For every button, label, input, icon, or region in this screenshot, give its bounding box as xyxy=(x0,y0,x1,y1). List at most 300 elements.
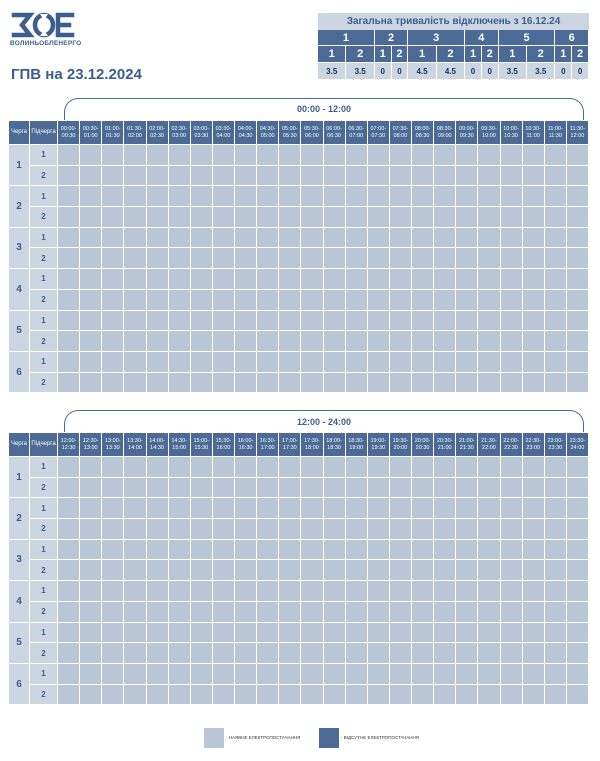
schedule-cell xyxy=(456,684,478,705)
time-slot-end: 21:30 xyxy=(459,444,474,451)
schedule-cell xyxy=(345,622,367,643)
schedule-row xyxy=(9,207,589,228)
schedule-cell xyxy=(478,601,500,622)
schedule-cell xyxy=(146,145,168,166)
schedule-cell xyxy=(58,372,80,393)
schedule-cell xyxy=(522,165,544,186)
schedule-cell xyxy=(168,289,190,310)
schedule-cell xyxy=(434,269,456,290)
schedule-cell xyxy=(544,498,566,519)
schedule-cell xyxy=(257,581,279,602)
schedule-cell xyxy=(412,663,434,684)
schedule-row xyxy=(9,269,589,290)
schedule-cell xyxy=(168,145,190,166)
schedule-cell xyxy=(500,643,522,664)
schedule-cell xyxy=(80,186,102,207)
schedule-cell xyxy=(168,643,190,664)
schedule-cell xyxy=(257,186,279,207)
schedule-cell xyxy=(190,560,212,581)
time-slot-end: 10:30 xyxy=(504,132,518,139)
schedule-cell xyxy=(279,145,301,166)
schedule-cell xyxy=(235,331,257,352)
schedule-cell xyxy=(190,519,212,540)
schedule-cell xyxy=(544,477,566,498)
schedule-cell xyxy=(412,310,434,331)
schedule-cell xyxy=(124,248,146,269)
time-slot-end: 00:30 xyxy=(61,132,76,139)
time-slot-header xyxy=(80,121,102,145)
schedule-cell xyxy=(301,186,323,207)
time-slot-end: 23:00 xyxy=(526,444,541,451)
schedule-cell xyxy=(500,519,522,540)
schedule-cell xyxy=(367,310,389,331)
time-slot-header xyxy=(58,121,80,145)
schedule-cell xyxy=(124,351,146,372)
subqueue-label: 2 xyxy=(30,519,58,540)
schedule-cell xyxy=(80,269,102,290)
logo-company-name: ВОЛИНЬОБЛЕНЕРГО xyxy=(10,40,82,47)
summary-duration-value: 4.5 xyxy=(408,63,436,80)
schedule-cell xyxy=(434,248,456,269)
schedule-cell xyxy=(301,372,323,393)
schedule-row xyxy=(9,227,589,248)
schedule-cell xyxy=(168,165,190,186)
schedule-cell xyxy=(412,539,434,560)
schedule-row xyxy=(9,643,589,664)
schedule-cell xyxy=(102,289,124,310)
schedule-row xyxy=(9,248,589,269)
time-slot-header xyxy=(146,121,168,145)
schedule-cell xyxy=(80,622,102,643)
schedule-cell xyxy=(124,622,146,643)
schedule-cell xyxy=(301,248,323,269)
time-slot-end: 10:00 xyxy=(482,132,496,139)
schedule-cell xyxy=(146,684,168,705)
time-slot-end: 13:00 xyxy=(83,444,98,451)
schedule-cell xyxy=(544,560,566,581)
time-slot-start: 00:00- xyxy=(60,125,77,132)
schedule-cell xyxy=(500,477,522,498)
time-slot-header xyxy=(257,433,279,457)
schedule-cell xyxy=(456,477,478,498)
schedule-cell xyxy=(544,248,566,269)
queue-label: 2 xyxy=(9,498,30,539)
schedule-cell xyxy=(301,207,323,228)
schedule-cell xyxy=(190,601,212,622)
time-slot-header xyxy=(190,433,212,457)
schedule-cell xyxy=(301,560,323,581)
schedule-cell xyxy=(500,581,522,602)
subqueue-label: 2 xyxy=(30,477,58,498)
schedule-cell xyxy=(212,289,234,310)
time-slot-end: 20:00 xyxy=(393,444,408,451)
time-slot-start: 21:00- xyxy=(459,437,475,444)
schedule-cell xyxy=(500,289,522,310)
time-slot-header xyxy=(102,433,124,457)
schedule-cell xyxy=(235,560,257,581)
time-slot-header xyxy=(279,433,301,457)
schedule-cell xyxy=(102,372,124,393)
schedule-cell xyxy=(279,310,301,331)
schedule-cell xyxy=(168,663,190,684)
schedule-cell xyxy=(212,351,234,372)
schedule-row xyxy=(9,310,589,331)
schedule-cell xyxy=(456,227,478,248)
schedule-cell xyxy=(389,372,411,393)
schedule-cell xyxy=(124,643,146,664)
schedule-cell xyxy=(522,684,544,705)
schedule-cell xyxy=(102,310,124,331)
schedule-cell xyxy=(412,601,434,622)
schedule-cell xyxy=(124,539,146,560)
legend-label-available: - НАЯВНЕ ЕЛЕКТРОПОСТАЧАННЯ xyxy=(226,735,301,740)
schedule-cell xyxy=(345,310,367,331)
time-slot-start: 16:00- xyxy=(237,437,254,444)
time-slot-end: 17:30 xyxy=(282,444,297,451)
schedule-cell xyxy=(190,207,212,228)
schedule-cell xyxy=(58,581,80,602)
summary-subqueue-header: 2 xyxy=(482,46,499,63)
schedule-cell xyxy=(544,684,566,705)
schedule-cell xyxy=(389,269,411,290)
schedule-cell xyxy=(80,560,102,581)
schedule-cell xyxy=(367,351,389,372)
schedule-cell xyxy=(235,351,257,372)
schedule-cell xyxy=(168,622,190,643)
schedule-cell xyxy=(522,269,544,290)
schedule-cell xyxy=(456,539,478,560)
time-slot-header xyxy=(389,121,411,145)
schedule-cell xyxy=(146,622,168,643)
subqueue-label: 1 xyxy=(30,145,58,166)
summary-duration-value: 0 xyxy=(572,63,589,80)
schedule-cell xyxy=(102,207,124,228)
schedule-cell xyxy=(80,351,102,372)
time-slot-header xyxy=(323,121,345,145)
schedule-cell xyxy=(544,581,566,602)
time-slot-end: 04:00 xyxy=(216,132,231,139)
summary-duration-value: 0 xyxy=(465,63,482,80)
schedule-cell xyxy=(235,207,257,228)
schedule-cell xyxy=(279,186,301,207)
schedule-cell xyxy=(478,581,500,602)
schedule-cell xyxy=(168,207,190,228)
schedule-cell xyxy=(102,248,124,269)
schedule-cell xyxy=(190,457,212,478)
schedule-cell xyxy=(235,186,257,207)
schedule-cell xyxy=(500,351,522,372)
time-slot-start: 02:30- xyxy=(171,125,187,132)
time-slot-end: 07:30 xyxy=(371,132,386,139)
time-slot-start: 07:00- xyxy=(370,125,387,132)
schedule-cell xyxy=(367,539,389,560)
schedule-cell xyxy=(478,622,500,643)
schedule-cell xyxy=(102,560,124,581)
schedule-cell xyxy=(124,519,146,540)
section-label-morning: 00:00 - 12:00 xyxy=(296,104,352,114)
subqueue-label: 1 xyxy=(30,457,58,478)
schedule-cell xyxy=(566,331,588,352)
time-slot-header xyxy=(478,433,500,457)
schedule-cell xyxy=(146,351,168,372)
schedule-cell xyxy=(367,289,389,310)
schedule-cell xyxy=(522,581,544,602)
schedule-cell xyxy=(168,457,190,478)
schedule-cell xyxy=(323,207,345,228)
schedule-cell xyxy=(257,539,279,560)
schedule-cell xyxy=(168,248,190,269)
schedule-cell xyxy=(146,227,168,248)
schedule-cell xyxy=(389,622,411,643)
schedule-cell xyxy=(345,560,367,581)
schedule-cell xyxy=(146,248,168,269)
schedule-cell xyxy=(389,601,411,622)
schedule-cell xyxy=(146,457,168,478)
schedule-cell xyxy=(102,539,124,560)
schedule-cell xyxy=(279,207,301,228)
time-slot-start: 13:30- xyxy=(127,437,143,444)
time-slot-start: 19:30- xyxy=(392,437,409,444)
schedule-cell xyxy=(323,248,345,269)
schedule-cell xyxy=(257,622,279,643)
schedule-cell xyxy=(456,372,478,393)
schedule-cell xyxy=(478,539,500,560)
schedule-cell xyxy=(58,227,80,248)
schedule-cell xyxy=(323,186,345,207)
time-slot-start: 04:30- xyxy=(259,125,276,132)
time-slot-header xyxy=(190,121,212,145)
schedule-cell xyxy=(367,457,389,478)
time-slot-header xyxy=(168,433,190,457)
schedule-cell xyxy=(323,227,345,248)
schedule-cell xyxy=(566,165,588,186)
schedule-cell xyxy=(323,581,345,602)
schedule-cell xyxy=(522,622,544,643)
summary-subqueue-header: 1 xyxy=(555,46,572,63)
subqueue-label: 2 xyxy=(30,289,58,310)
schedule-cell xyxy=(522,477,544,498)
schedule-cell xyxy=(168,498,190,519)
schedule-cell xyxy=(478,145,500,166)
schedule-cell xyxy=(102,477,124,498)
time-slot-end: 02:00 xyxy=(128,132,142,139)
schedule-grid-morning xyxy=(8,120,589,393)
queue-label: 2 xyxy=(9,186,30,227)
schedule-cell xyxy=(566,289,588,310)
schedule-cell xyxy=(544,539,566,560)
subqueue-label: 2 xyxy=(30,165,58,186)
time-slot-end: 16:00 xyxy=(216,444,231,451)
schedule-cell xyxy=(146,310,168,331)
schedule-cell xyxy=(80,145,102,166)
schedule-cell xyxy=(279,331,301,352)
summary-duration-value: 0 xyxy=(555,63,572,80)
schedule-cell xyxy=(58,477,80,498)
schedule-cell xyxy=(500,331,522,352)
schedule-cell xyxy=(301,539,323,560)
schedule-cell xyxy=(544,145,566,166)
summary-queue-row xyxy=(318,30,589,46)
time-slot-end: 08:30 xyxy=(415,132,430,139)
schedule-cell xyxy=(412,457,434,478)
schedule-cell xyxy=(500,207,522,228)
schedule-cell xyxy=(412,351,434,372)
schedule-cell xyxy=(434,581,456,602)
schedule-cell xyxy=(124,684,146,705)
schedule-cell xyxy=(80,539,102,560)
schedule-cell xyxy=(102,498,124,519)
schedule-cell xyxy=(146,207,168,228)
schedule-cell xyxy=(279,539,301,560)
schedule-row xyxy=(9,145,589,166)
time-slot-header xyxy=(279,121,301,145)
subqueue-label: 1 xyxy=(30,663,58,684)
schedule-cell xyxy=(301,310,323,331)
schedule-cell xyxy=(478,351,500,372)
queue-label: 1 xyxy=(9,457,30,498)
schedule-cell xyxy=(146,601,168,622)
schedule-cell xyxy=(367,643,389,664)
schedule-cell xyxy=(566,457,588,478)
time-slot-start: 15:00- xyxy=(193,437,210,444)
time-slot-header xyxy=(146,433,168,457)
schedule-cell xyxy=(190,372,212,393)
schedule-cell xyxy=(124,186,146,207)
schedule-row xyxy=(9,539,589,560)
schedule-cell xyxy=(279,643,301,664)
schedule-cell xyxy=(434,145,456,166)
schedule-cell xyxy=(257,663,279,684)
time-slot-start: 14:00- xyxy=(149,437,165,444)
schedule-cell xyxy=(279,269,301,290)
schedule-row xyxy=(9,186,589,207)
queue-column-header: Черга xyxy=(9,433,30,457)
schedule-cell xyxy=(190,684,212,705)
schedule-cell xyxy=(434,457,456,478)
time-slot-end: 12:30 xyxy=(61,444,76,451)
schedule-cell xyxy=(500,601,522,622)
schedule-cell xyxy=(566,207,588,228)
schedule-cell xyxy=(80,457,102,478)
schedule-cell xyxy=(124,601,146,622)
schedule-cell xyxy=(367,477,389,498)
schedule-cell xyxy=(102,145,124,166)
summary-subqueue-header: 2 xyxy=(346,46,374,63)
schedule-cell xyxy=(345,248,367,269)
time-slot-start: 16:30- xyxy=(259,437,276,444)
schedule-cell xyxy=(389,331,411,352)
schedule-cell xyxy=(212,207,234,228)
time-slot-header xyxy=(456,121,478,145)
schedule-cell xyxy=(412,145,434,166)
summary-queue-header: 4 xyxy=(465,30,498,46)
schedule-row xyxy=(9,622,589,643)
schedule-cell xyxy=(500,498,522,519)
schedule-cell xyxy=(389,186,411,207)
schedule-cell xyxy=(456,457,478,478)
schedule-cell xyxy=(257,372,279,393)
schedule-cell xyxy=(412,519,434,540)
schedule-cell xyxy=(367,581,389,602)
schedule-cell xyxy=(190,269,212,290)
time-slot-end: 18:00 xyxy=(305,444,319,451)
time-slot-end: 04:30 xyxy=(238,132,253,139)
schedule-cell xyxy=(190,165,212,186)
schedule-cell xyxy=(412,498,434,519)
time-slot-end: 05:00 xyxy=(260,132,275,139)
schedule-cell xyxy=(434,498,456,519)
schedule-cell xyxy=(323,622,345,643)
time-slot-end: 03:00 xyxy=(172,132,187,139)
summary-subqueue-header: 1 xyxy=(375,46,392,63)
outage-summary-table xyxy=(318,13,589,80)
schedule-cell xyxy=(522,498,544,519)
time-slot-start: 06:00- xyxy=(326,125,342,132)
schedule-cell xyxy=(212,248,234,269)
summary-subqueue-header: 1 xyxy=(465,46,482,63)
schedule-cell xyxy=(456,145,478,166)
time-slot-end: 18:30 xyxy=(327,444,341,451)
time-slot-start: 22:00- xyxy=(503,437,519,444)
schedule-cell xyxy=(478,227,500,248)
schedule-cell xyxy=(566,643,588,664)
subqueue-label: 1 xyxy=(30,539,58,560)
time-slot-header xyxy=(235,433,257,457)
schedule-cell xyxy=(168,351,190,372)
schedule-row xyxy=(9,351,589,372)
summary-duration-value: 3.5 xyxy=(346,63,374,80)
schedule-cell xyxy=(124,663,146,684)
schedule-cell xyxy=(58,684,80,705)
schedule-cell xyxy=(456,498,478,519)
schedule-cell xyxy=(146,519,168,540)
logo-mark-icon xyxy=(10,12,78,38)
schedule-cell xyxy=(522,539,544,560)
schedule-cell xyxy=(279,165,301,186)
time-slot-header xyxy=(102,121,124,145)
schedule-cell xyxy=(257,601,279,622)
schedule-cell xyxy=(566,351,588,372)
schedule-cell xyxy=(544,207,566,228)
schedule-cell xyxy=(124,310,146,331)
schedule-cell xyxy=(323,519,345,540)
schedule-cell xyxy=(80,643,102,664)
queue-label: 1 xyxy=(9,145,30,186)
time-slot-start: 01:00- xyxy=(105,125,121,132)
schedule-cell xyxy=(146,331,168,352)
schedule-cell xyxy=(412,289,434,310)
schedule-cell xyxy=(478,207,500,228)
time-slot-end: 23:30 xyxy=(548,444,563,451)
schedule-cell xyxy=(279,351,301,372)
schedule-cell xyxy=(80,310,102,331)
time-slot-start: 12:00- xyxy=(60,437,77,444)
schedule-cell xyxy=(566,186,588,207)
schedule-cell xyxy=(367,560,389,581)
time-slot-end: 11:00 xyxy=(526,132,540,139)
summary-subqueue-header: 2 xyxy=(392,46,409,63)
schedule-cell xyxy=(367,165,389,186)
schedule-cell xyxy=(389,351,411,372)
schedule-row xyxy=(9,519,589,540)
schedule-cell xyxy=(522,289,544,310)
schedule-cell xyxy=(500,310,522,331)
schedule-cell xyxy=(544,269,566,290)
time-slot-header xyxy=(345,433,367,457)
schedule-cell xyxy=(500,269,522,290)
schedule-cell xyxy=(235,145,257,166)
time-slot-end: 15:00 xyxy=(172,444,187,451)
